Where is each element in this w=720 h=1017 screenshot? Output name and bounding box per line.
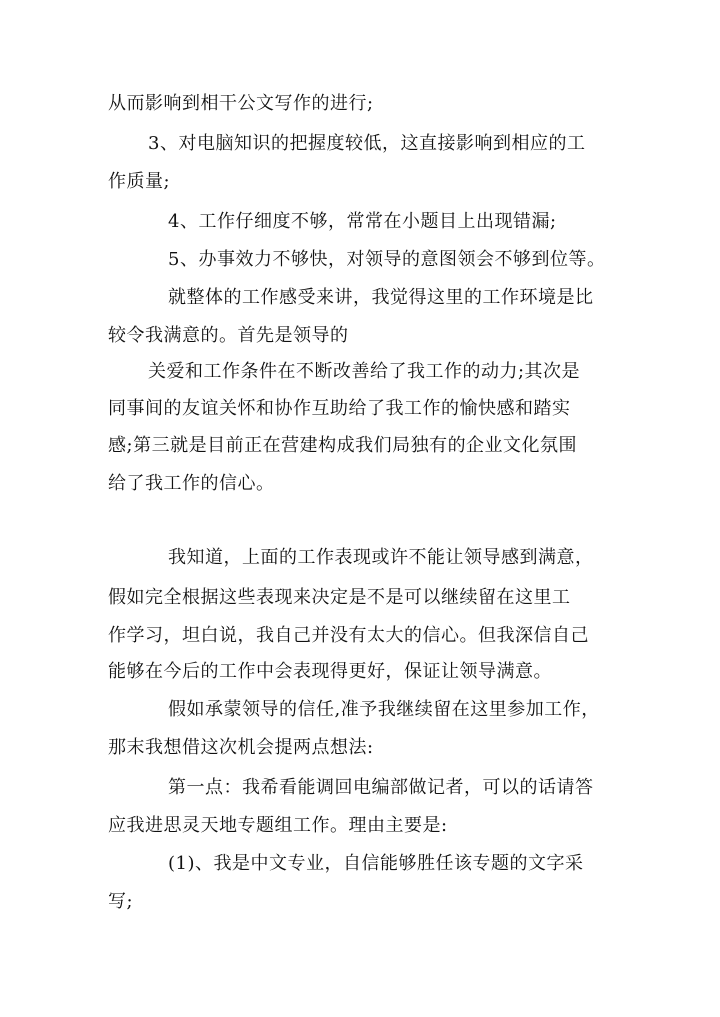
text-line: 我知道，上面的工作表现或许不能让领导感到满意， bbox=[168, 547, 594, 568]
text-line: 作质量; bbox=[108, 171, 171, 192]
text-line: 就整体的工作感受来讲，我觉得这里的工作环境是比 bbox=[168, 287, 594, 308]
text-line: 假如完全根据这些表现来决定是不是可以继续留在这里工 bbox=[108, 587, 571, 608]
text-line: 较令我满意的。首先是领导的 bbox=[108, 325, 349, 346]
text-line: (1)、我是中文专业，自信能够胜任该专题的文字采 bbox=[168, 853, 584, 874]
text-line: 写; bbox=[108, 891, 134, 912]
text-line: 第一点：我希看能调回电编部做记者，可以的话请答 bbox=[168, 777, 594, 798]
text-line: 关爱和工作条件在不断改善给了我工作的动力;其次是 bbox=[148, 361, 581, 382]
text-line: 4、工作仔细度不够，常常在小题目上出现错漏; bbox=[168, 211, 557, 232]
text-line: 从而影响到相干公文写作的进行; bbox=[108, 93, 374, 114]
text-line: 5、办事效力不够快，对领导的意图领会不够到位等。 bbox=[168, 249, 606, 270]
text-line: 那末我想借这次机会提两点想法: bbox=[108, 737, 374, 758]
text-line: 作学习，坦白说，我自己并没有太大的信心。但我深信自己 bbox=[108, 625, 589, 646]
text-line: 应我进思灵天地专题组工作。理由主要是: bbox=[108, 815, 448, 836]
text-line: 感;第三就是目前正在营建构成我们局独有的企业文化氛围 bbox=[108, 435, 578, 456]
text-line: 假如承蒙领导的信任,准予我继续留在这里参加工作， bbox=[168, 699, 600, 720]
text-line: 同事间的友谊关怀和协作互助给了我工作的愉快感和踏实 bbox=[108, 398, 571, 419]
text-line: 3、对电脑知识的把握度较低，这直接影响到相应的工 bbox=[148, 133, 586, 154]
text-line: 能够在今后的工作中会表现得更好，保证让领导满意。 bbox=[108, 661, 552, 682]
text-line: 给了我工作的信心。 bbox=[108, 473, 275, 494]
